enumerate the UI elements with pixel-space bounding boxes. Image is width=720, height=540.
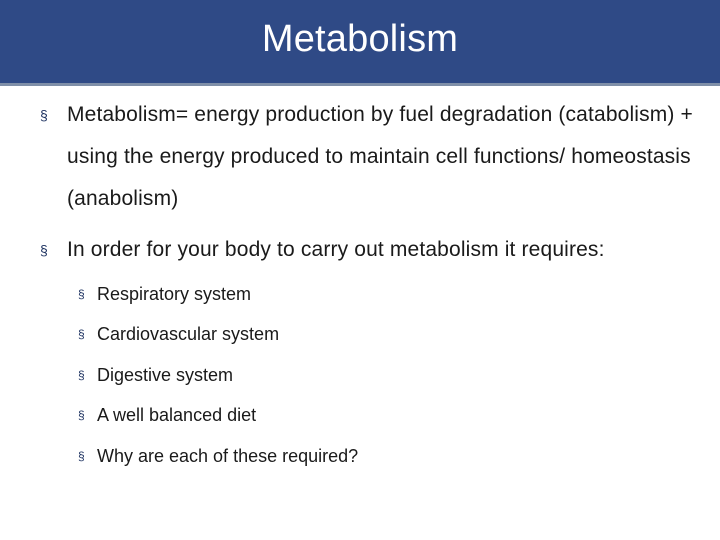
sub-bullet-icon: § [78,449,85,463]
sub-bullet-4 [78,404,678,426]
sub-bullet-icon: § [78,327,85,341]
sub-bullet-icon: § [78,408,85,422]
bullet-point-text: In order for your body to carry out metabolism it requires: [67,238,605,261]
sub-bullet-5 [78,445,678,467]
title-bar [0,0,720,86]
sub-bullet-text: A well balanced diet [97,405,257,425]
bullet-point-2 [40,229,700,271]
sub-bullet-1 [78,283,678,305]
sub-bullet-text: Respiratory system [97,284,252,304]
sub-bullet-icon: § [78,368,85,382]
sub-bullet-text: Digestive system [97,365,234,385]
bullet-point-1 [40,94,700,220]
sub-bullet-icon: § [78,287,85,301]
slide-title: Metabolism [261,18,459,60]
bullet-icon: § [40,242,48,258]
sub-bullet-3 [78,364,678,386]
bullet-point-text: Metabolism= energy production by fuel degradation (catabolism) + using the energy produced to maintain cell functions/ homeostasis (anabolism) [67,103,693,210]
sub-bullet-2 [78,323,678,345]
sub-bullet-text: Why are each of these required? [97,446,359,466]
sub-bullet-text: Cardiovascular system [97,324,280,344]
bullet-icon: § [40,107,48,123]
